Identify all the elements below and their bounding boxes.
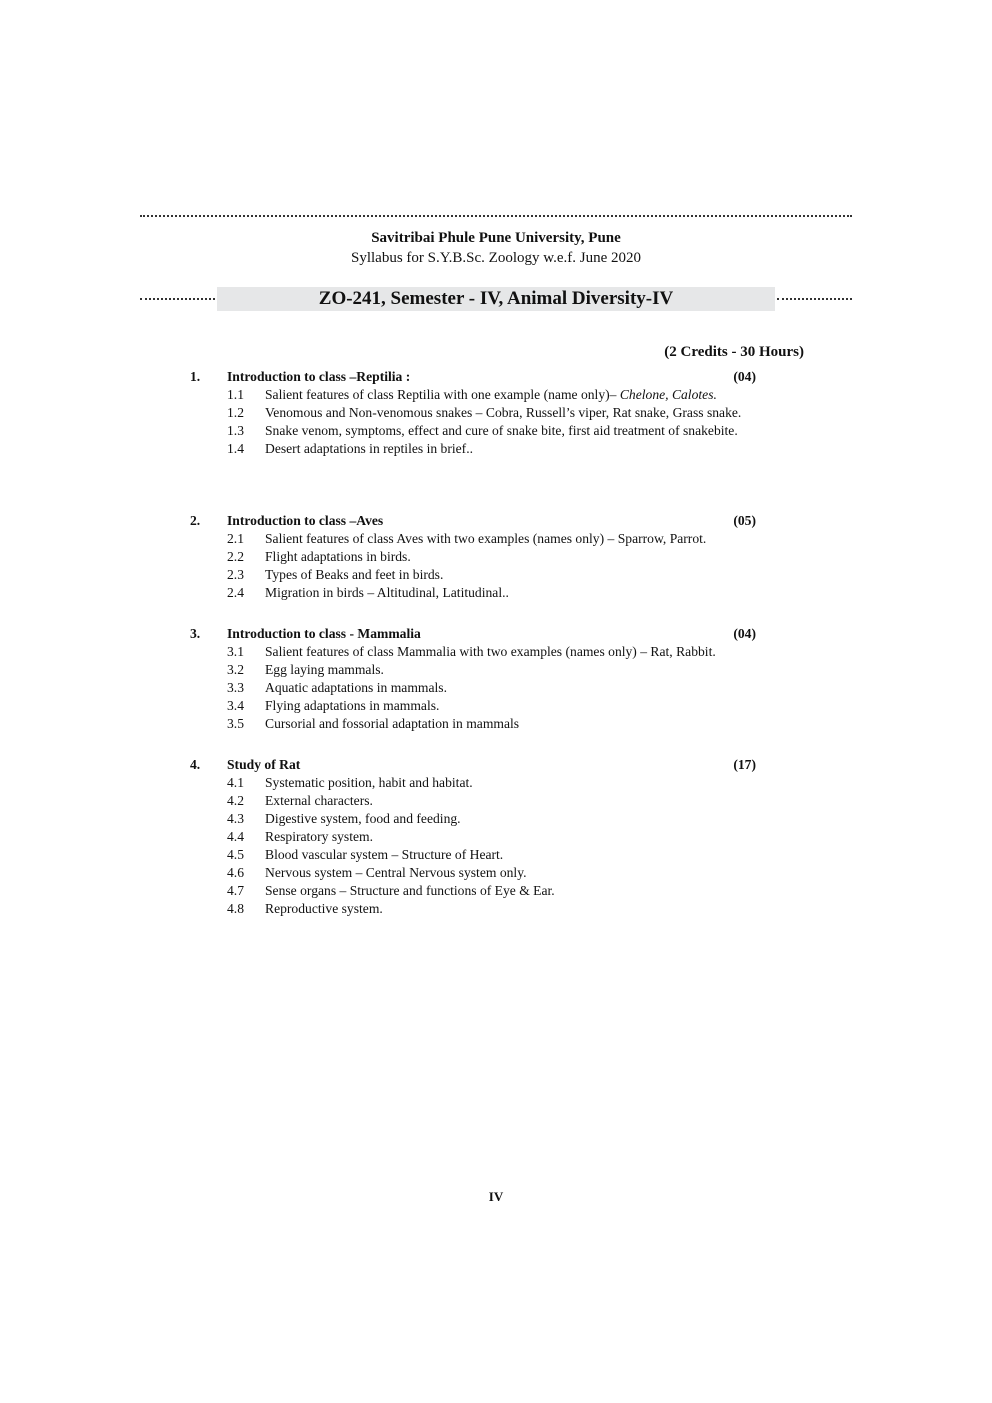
- list-item: [190, 548, 766, 566]
- list-item: [190, 882, 766, 900]
- list-item: [190, 792, 766, 810]
- item-number: 4.1: [227, 775, 244, 790]
- item-number: 2.4: [227, 585, 244, 600]
- section-hours: (04): [733, 626, 756, 641]
- item-text: Blood vascular system – Structure of Heart.: [265, 847, 504, 862]
- item-number: 4.4: [227, 829, 244, 844]
- item-number: 1.3: [227, 423, 244, 438]
- syllabus-section: [190, 756, 766, 918]
- item-number: 4.3: [227, 811, 244, 826]
- item-number: 3.4: [227, 698, 244, 713]
- section-number: 4.: [190, 757, 201, 772]
- list-item: [190, 643, 766, 661]
- item-number: 2.2: [227, 549, 244, 564]
- item-text: Snake venom, symptoms, effect and cure of snake bite, first aid treatment of snakebite.: [265, 423, 738, 438]
- item-number: 4.8: [227, 901, 244, 916]
- top-dotted-rule: [140, 215, 852, 217]
- item-number: 3.2: [227, 662, 244, 677]
- list-item: [190, 774, 766, 792]
- section-heading: [190, 756, 766, 774]
- item-text: Aquatic adaptations in mammals.: [265, 680, 447, 695]
- item-number: 1.1: [227, 387, 244, 402]
- list-item: [190, 566, 766, 584]
- section-hours: (05): [733, 513, 756, 528]
- item-text: Flying adaptations in mammals.: [265, 698, 440, 713]
- item-number: 2.1: [227, 531, 244, 546]
- syllabus-section: [190, 625, 766, 733]
- item-text: Cursorial and fossorial adaptation in mammals: [265, 716, 520, 731]
- list-item: [190, 422, 766, 440]
- syllabus-section: [190, 368, 766, 458]
- page-number: IV: [488, 1189, 504, 1204]
- section-hours: (17): [733, 757, 756, 772]
- list-item: [190, 715, 766, 733]
- item-number: 3.1: [227, 644, 244, 659]
- list-item: [190, 864, 766, 882]
- list-item: [190, 584, 766, 602]
- item-text: Flight adaptations in birds.: [265, 549, 411, 564]
- item-text: External characters.: [265, 793, 373, 808]
- item-italic-text: Chelone, Calotes.: [619, 387, 717, 402]
- item-text: Salient features of class Reptilia with one example (name only)–: [265, 387, 620, 402]
- section-title: Introduction to class –Aves: [227, 513, 384, 528]
- credits-hours: (2 Credits - 30 Hours): [664, 344, 804, 360]
- list-item: [190, 404, 766, 422]
- list-item: [190, 900, 766, 918]
- list-item: [190, 828, 766, 846]
- item-text: Venomous and Non-venomous snakes – Cobra, Russell’s viper, Rat snake, Grass snake.: [265, 405, 742, 420]
- section-heading: [190, 512, 766, 530]
- item-text: Respiratory system.: [265, 829, 373, 844]
- item-number: 3.5: [227, 716, 244, 731]
- item-text: Reproductive system.: [265, 901, 383, 916]
- list-item: [190, 386, 766, 404]
- left-dotted-rule: [140, 298, 215, 300]
- item-text: Digestive system, food and feeding.: [265, 811, 461, 826]
- section-title: Introduction to class - Mammalia: [227, 626, 421, 641]
- list-item: [190, 697, 766, 715]
- syllabus-subtitle: Syllabus for S.Y.B.Sc. Zoology w.e.f. June 2020: [351, 250, 641, 266]
- item-number: 4.6: [227, 865, 244, 880]
- item-text: Systematic position, habit and habitat.: [265, 775, 473, 790]
- section-title: Introduction to class –Reptilia :: [227, 369, 411, 384]
- right-dotted-rule: [777, 298, 852, 300]
- item-text: Desert adaptations in reptiles in brief..: [265, 441, 473, 456]
- list-item: [190, 530, 766, 548]
- item-number: 4.5: [227, 847, 244, 862]
- list-item: [190, 661, 766, 679]
- section-number: 2.: [190, 513, 201, 528]
- item-text: Salient features of class Aves with two examples (names only) – Sparrow, Parrot.: [265, 531, 707, 546]
- item-text: Nervous system – Central Nervous system only.: [265, 865, 527, 880]
- item-number: 3.3: [227, 680, 244, 695]
- university-name: Savitribai Phule Pune University, Pune: [371, 230, 621, 246]
- list-item: [190, 679, 766, 697]
- list-item: [190, 846, 766, 864]
- section-title: Study of Rat: [227, 757, 301, 772]
- item-number: 4.7: [227, 883, 244, 898]
- item-number: 1.4: [227, 441, 244, 456]
- section-hours: (04): [733, 369, 756, 384]
- item-text: Salient features of class Mammalia with two examples (names only) – Rat, Rabbit.: [265, 644, 716, 659]
- item-number: 2.3: [227, 567, 244, 582]
- item-text: Migration in birds – Altitudinal, Latitudinal..: [265, 585, 509, 600]
- section-heading: [190, 625, 766, 643]
- section-heading: [190, 368, 766, 386]
- course-title: ZO-241, Semester - IV, Animal Diversity-IV: [217, 287, 775, 311]
- list-item: [190, 440, 766, 458]
- item-number: 4.2: [227, 793, 244, 808]
- section-number: 3.: [190, 626, 201, 641]
- list-item: [190, 810, 766, 828]
- section-number: 1.: [190, 369, 201, 384]
- item-text: Types of Beaks and feet in birds.: [265, 567, 444, 582]
- item-number: 1.2: [227, 405, 244, 420]
- syllabus-section: [190, 512, 766, 602]
- item-text: Egg laying mammals.: [265, 662, 384, 677]
- item-text: Sense organs – Structure and functions of Eye & Ear.: [265, 883, 555, 898]
